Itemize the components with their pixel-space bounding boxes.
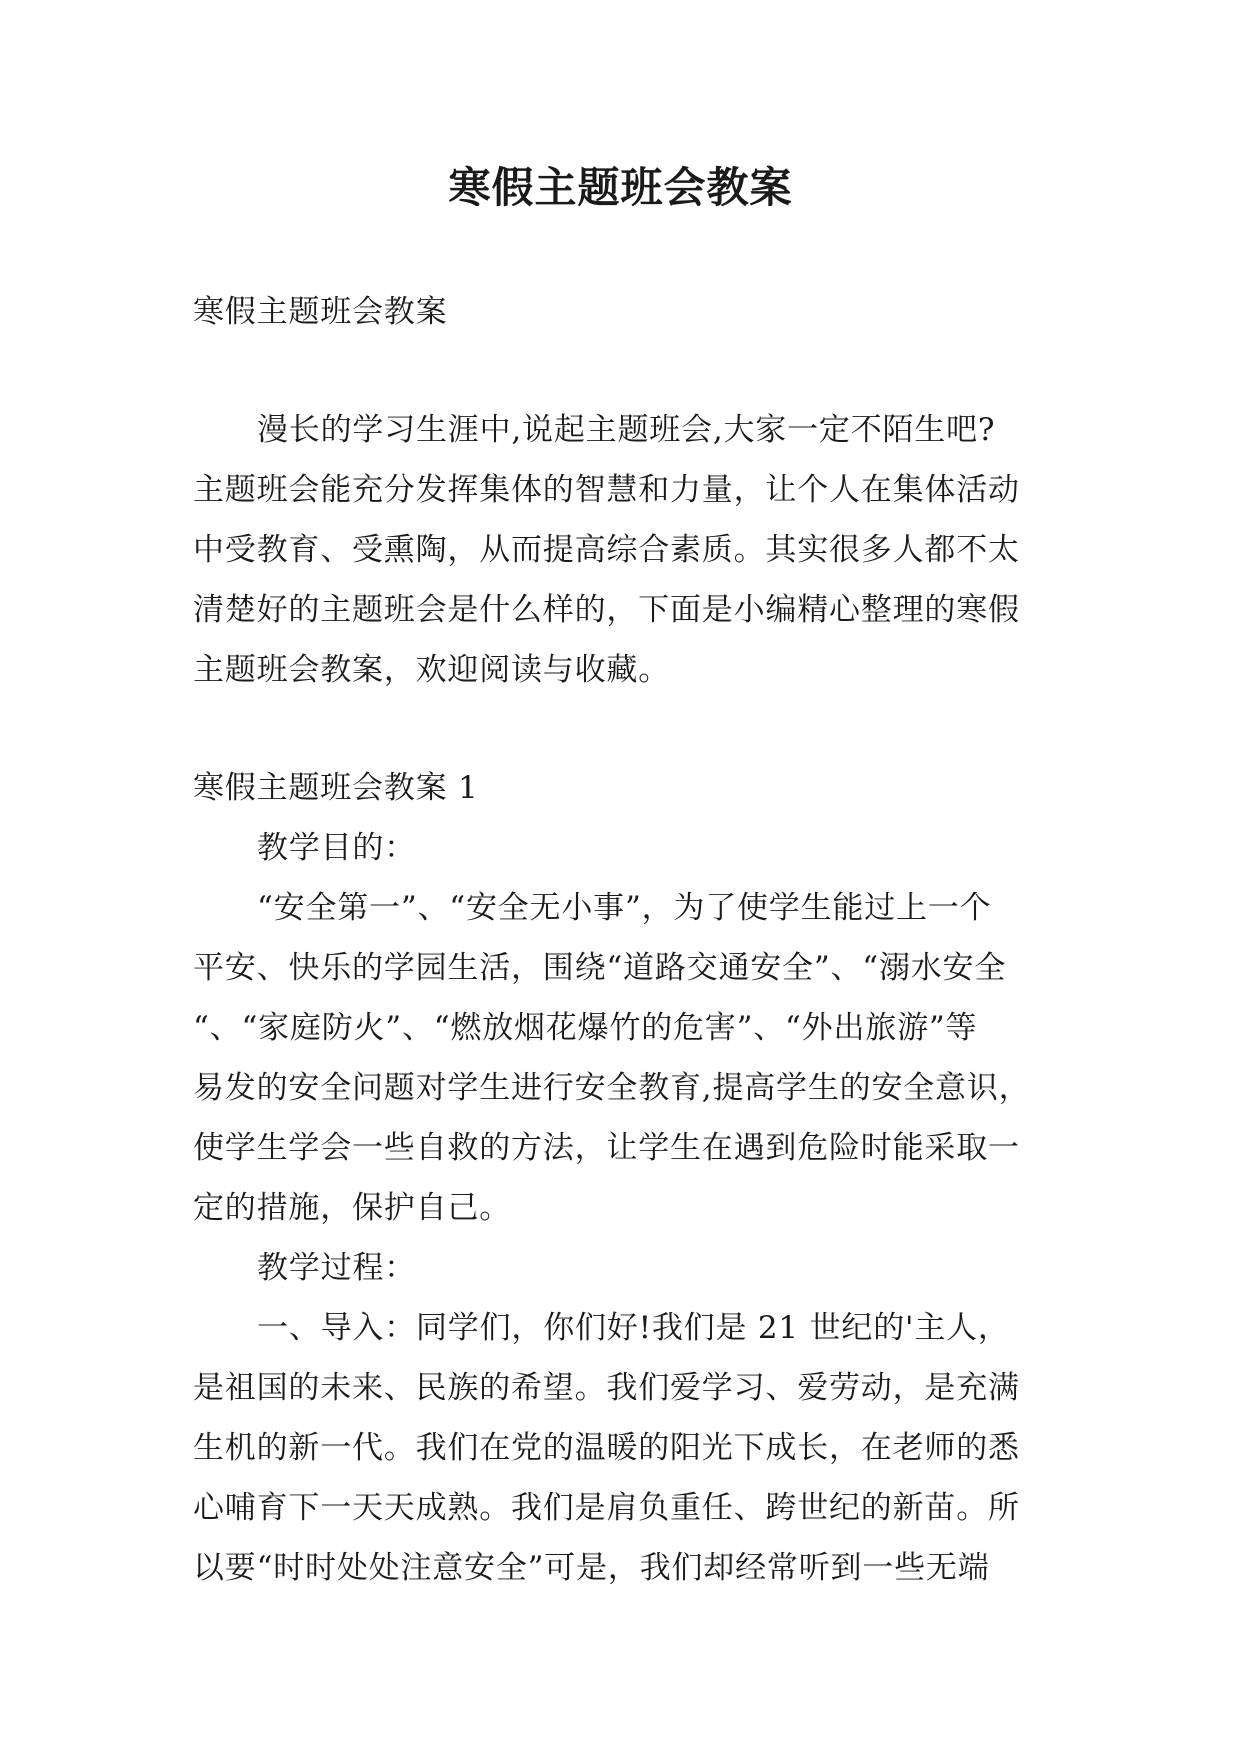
process-line: 以要“时时处处注意安全”可是，我们却经常听到一些无端 — [193, 1550, 990, 1586]
document-title: 寒假主题班会教案 — [448, 163, 793, 212]
intro-line: 清楚好的主题班会是什么样的，下面是小编精心整理的寒假 — [193, 592, 1020, 628]
intro-paragraph — [193, 400, 1053, 700]
intro-line: 漫长的学习生涯中,说起主题班会,大家一定不陌生吧? — [257, 412, 996, 448]
process-label: 教学过程： — [257, 1250, 416, 1286]
intro-line: 主题班会教案，欢迎阅读与收藏。 — [193, 652, 670, 688]
document-subtitle: 寒假主题班会教案 — [193, 294, 448, 330]
objective-paragraph — [193, 878, 1053, 1238]
process-line: 是祖国的未来、民族的希望。我们爱学习、爱劳动，是充满 — [193, 1370, 1020, 1406]
intro-line: 中受教育、受熏陶，从而提高综合素质。其实很多人都不太 — [193, 532, 1020, 568]
process-line: 生机的新一代。我们在党的温暖的阳光下成长，在老师的悉 — [193, 1430, 1020, 1466]
process-line: 心哺育下一天天成熟。我们是肩负重任、跨世纪的新苗。所 — [193, 1490, 1020, 1526]
process-paragraph — [193, 1298, 1053, 1598]
objective-line: 易发的安全问题对学生进行安全教育,提高学生的安全意识， — [193, 1070, 1031, 1106]
intro-line: 主题班会能充分发挥集体的智慧和力量，让个人在集体活动 — [193, 472, 1020, 508]
process-line: 一、导入：同学们，你们好!我们是 21 世纪的'主人， — [257, 1310, 1010, 1346]
objective-line: 使学生学会一些自救的方法，让学生在遇到危险时能采取一 — [193, 1130, 1020, 1166]
objective-line: “、“家庭防火”、“燃放烟花爆竹的危害”、“外出旅游”等 — [193, 1010, 978, 1046]
objective-line: 平安、快乐的学园生活，围绕“道路交通安全”、“溺水安全 — [193, 950, 1007, 986]
objective-line: 定的措施，保护自己。 — [193, 1190, 511, 1226]
document-body — [193, 282, 1053, 1598]
objective-line: “安全第一”、“安全无小事”，为了使学生能过上一个 — [257, 890, 992, 926]
objective-label: 教学目的： — [257, 830, 416, 866]
section-heading: 寒假主题班会教案 1 — [193, 770, 479, 806]
